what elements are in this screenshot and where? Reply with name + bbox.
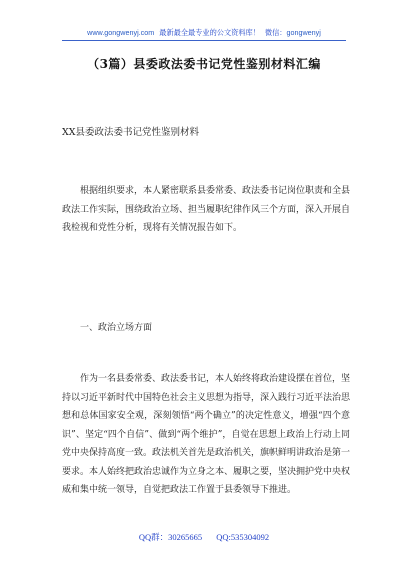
footer-qq: QQ:535304092 <box>216 532 270 542</box>
document-subtitle: XX县委政法委书记党性鉴别材料 <box>62 127 200 138</box>
header-wechat-id: gongwenyj <box>286 28 321 37</box>
document-title: （3篇）县委政法委书记党性鉴别材料汇编 <box>87 57 321 71</box>
footer-qq-group: QQ群：30265665 <box>138 532 203 542</box>
page-footer <box>0 531 408 543</box>
page-header <box>0 28 408 38</box>
header-wechat-label: 微信： <box>264 28 287 37</box>
paragraph-intro: 根据组织要求，本人紧密联系县委常委、政法委书记岗位职责和全县政法工作实际，围绕政治立场、担当履职纪律作风三个方面，深入开展自我检视和党性分析，现将有关情况报告如下。 <box>62 186 351 233</box>
paragraph-political-stance: 作为一名县委常委、政法委书记，本人始终将政治建设摆在首位，坚持以习近平新时代中国特色社会主义思想为指导，深入践行习近平法治思想和总体国家安全观，深刻领悟“两个确立”的决定性意义，增强“四个意识”、坚定“四个自信”、做到“两个维护”，自觉在思想上政治上行动上同党中央保持高度一致。政法机关首先是政治机关，旗帜鲜明讲政治是第一要求。本人始终把政治忠诚作为立身之本、履职之要，坚决拥护党中央权威和集中统一领导，自觉把政法工作置于县委领导下推进。 <box>62 374 351 495</box>
section-heading-political-stance: 一、政治立场方面 <box>80 323 153 333</box>
header-url-link[interactable]: www.gongwenyj.com <box>87 28 155 37</box>
header-divider <box>62 40 346 41</box>
header-slogan: 最新最全最专业的公文资料库！ <box>159 28 260 37</box>
